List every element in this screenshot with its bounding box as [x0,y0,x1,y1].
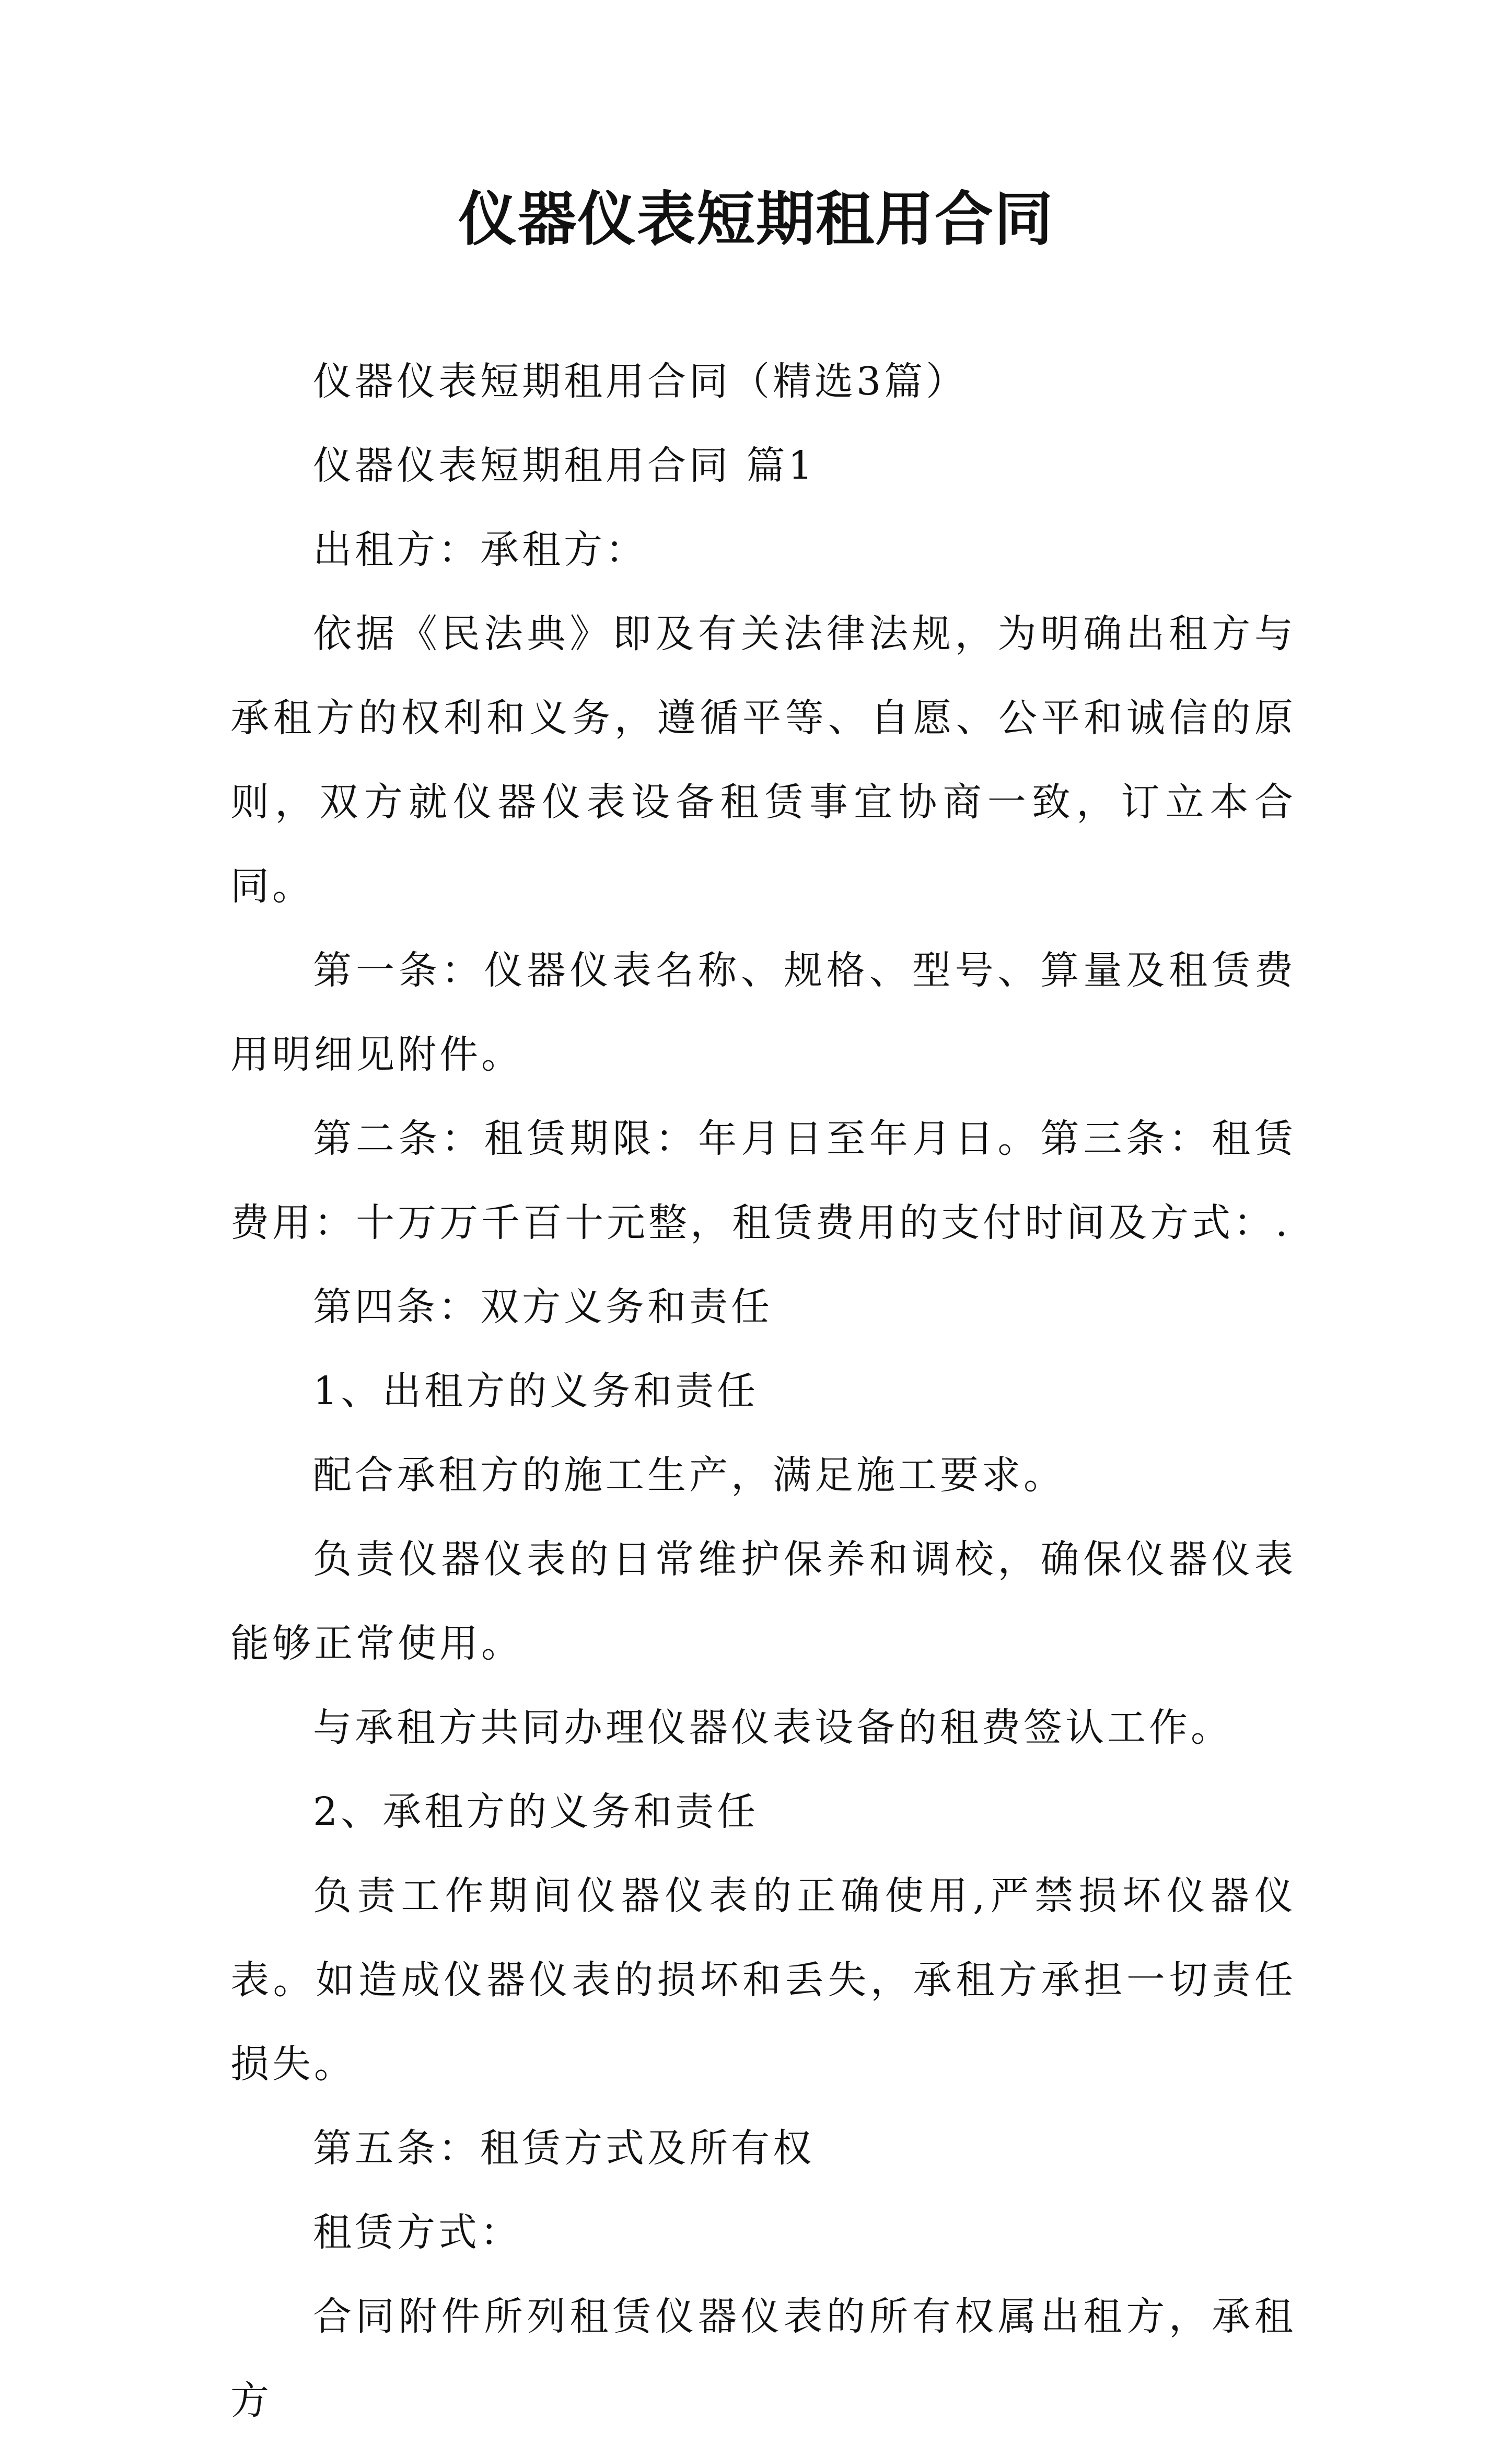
paragraph-subtitle: 仪器仪表短期租用合同（精选3篇） [313,359,968,404]
paragraph-lessee-duty-1: 负责工作期间仪器仪表的正确使用,严禁损坏仪器仪表。如造成仪器仪表的损坏和丢失，承租方承担一切责任损失。 [230,1873,1296,2087]
paragraph-section-heading: 仪器仪表短期租用合同 篇1 [313,443,816,488]
paragraph-lessor-duties-heading: 1、出租方的义务和责任 [313,1369,759,1414]
paragraph-lease-method: 租赁方式： [313,2210,522,2255]
paragraph-article-4: 第四条：双方义务和责任 [313,1284,773,1329]
paragraph-article-2-3: 第二条：租赁期限：年月日至年月日。第三条：租赁费用：十万万千百十元整，租赁费用的支付时间及方式：. [230,1116,1296,1245]
document-body [230,340,1296,2443]
paragraph-lessee-duties-heading: 2、承租方的义务和责任 [313,1789,759,1834]
paragraph-ownership: 合同附件所列租赁仪器仪表的所有权属出租方，承租方 [230,2294,1296,2423]
paragraph-lessor-duty-3: 与承租方共同办理仪器仪表设备的租费签认工作。 [313,1705,1232,1750]
paragraph-lessor-duty-2: 负责仪器仪表的日常维护保养和调校，确保仪器仪表能够正常使用。 [230,1537,1296,1666]
document-title: 仪器仪表短期租用合同 [458,185,1054,253]
paragraph-preamble: 依据《民法典》即及有关法律法规，为明确出租方与承租方的权利和义务，遵循平等、自愿、公平和诚信的原则，双方就仪器仪表设备租赁事宜协商一致，订立本合同。 [230,611,1296,909]
paragraph-article-1: 第一条：仪器仪表名称、规格、型号、算量及租赁费用明细见附件。 [230,948,1296,1077]
paragraph-article-5: 第五条：租赁方式及所有权 [313,2126,815,2171]
paragraph-parties: 出租方：承租方： [313,527,647,572]
paragraph-lessor-duty-1: 配合承租方的施工生产，满足施工要求。 [313,1453,1065,1498]
